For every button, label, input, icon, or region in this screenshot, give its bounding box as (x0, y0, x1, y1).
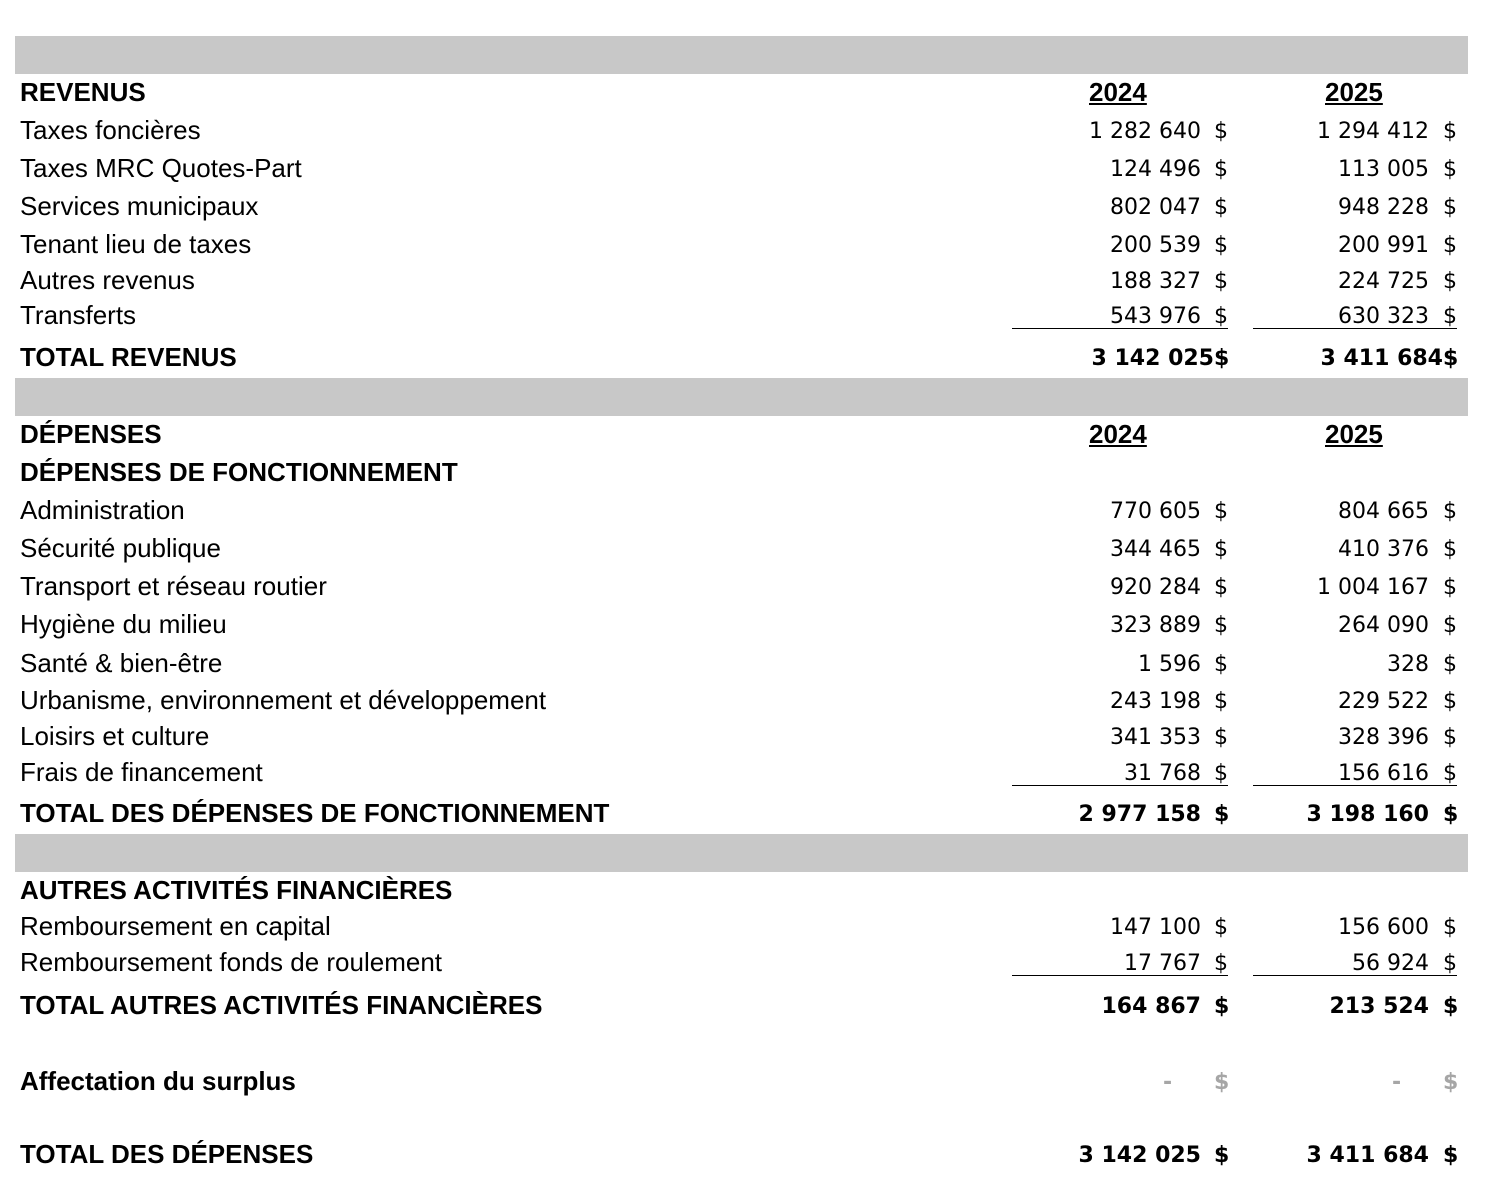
grand-total-label: TOTAL DES DÉPENSES (20, 1139, 314, 1169)
currency-symbol: $ (1443, 915, 1457, 940)
total-2025: 3 198 160 (1306, 802, 1429, 827)
depenses-subtitle: DÉPENSES DE FONCTIONNEMENT (20, 457, 458, 487)
currency-symbol: $ (1214, 195, 1228, 220)
value-2025: 1 294 412 (1317, 119, 1429, 144)
currency-symbol: $ (1443, 689, 1457, 714)
value-2024: 920 284 (1110, 575, 1201, 600)
subtotal-rule (1012, 975, 1228, 976)
row-label: Hygiène du milieu (20, 609, 227, 639)
row-label: Taxes MRC Quotes-Part (20, 153, 302, 183)
table-row (0, 609, 1490, 647)
row-label: Transferts (20, 300, 137, 330)
total-2024: 2 977 158 (1078, 802, 1201, 827)
row-label: Services municipaux (20, 191, 259, 221)
row-label: Remboursement en capital (20, 911, 331, 941)
row-label: Autres revenus (20, 265, 195, 295)
row-label: Urbanisme, environnement et développement (20, 685, 547, 715)
currency-symbol: $ (1214, 269, 1228, 294)
currency-symbol: $ (1214, 761, 1228, 786)
currency-symbol: $ (1214, 994, 1230, 1019)
table-row (0, 229, 1490, 267)
currency-symbol: $ (1443, 499, 1457, 524)
value-2024: 341 353 (1110, 725, 1201, 750)
value-2024: 124 496 (1110, 157, 1201, 182)
year-2024-header: 2024 (1089, 419, 1147, 449)
value-2024: 200 539 (1110, 233, 1201, 258)
section-band (15, 834, 1468, 872)
value-2024: 17 767 (1124, 951, 1201, 976)
table-row (0, 911, 1490, 949)
value-2025: 224 725 (1338, 269, 1429, 294)
currency-symbol: $ (1443, 951, 1457, 976)
currency-symbol: $ (1214, 499, 1228, 524)
currency-symbol: $ (1443, 575, 1457, 600)
currency-symbol: $ (1443, 1143, 1459, 1168)
subtotal-rule (1253, 975, 1457, 976)
row-label: Remboursement fonds de roulement (20, 947, 443, 977)
currency-symbol: $ (1443, 269, 1457, 294)
section-band (15, 36, 1468, 74)
row-label: Loisirs et culture (20, 721, 210, 751)
value-2024: 802 047 (1110, 195, 1201, 220)
currency-symbol: $ (1214, 575, 1228, 600)
revenus-header (0, 77, 1490, 115)
currency-symbol: $ (1214, 304, 1228, 329)
value-2025: 630 323 (1338, 304, 1429, 329)
grand-total-2025: 3 411 684 (1306, 1143, 1429, 1168)
value-2024: 188 327 (1110, 269, 1201, 294)
table-row (0, 300, 1490, 338)
year-2025-header: 2025 (1325, 77, 1383, 107)
row-label: Tenant lieu de taxes (20, 229, 252, 259)
value-2024: 770 605 (1110, 499, 1201, 524)
table-row (0, 757, 1490, 795)
value-2025: 156 600 (1338, 915, 1429, 940)
table-row (0, 191, 1490, 229)
currency-symbol: $ (1214, 119, 1228, 144)
total-label: TOTAL REVENUS (20, 342, 237, 372)
value-2025: 156 616 (1338, 761, 1429, 786)
depenses-header (0, 419, 1490, 457)
currency-symbol: $ (1214, 233, 1228, 258)
currency-symbol: $ (1214, 537, 1228, 562)
total-row (0, 798, 1490, 836)
value-2025: 56 924 (1352, 951, 1429, 976)
value-2024: 1 282 640 (1089, 119, 1201, 144)
total-2025: 213 524 (1329, 994, 1429, 1019)
currency-symbol: $ (1443, 652, 1457, 677)
value-2024: 344 465 (1110, 537, 1201, 562)
subtotal-rule (1253, 785, 1457, 786)
affectation-2024: - (1163, 1070, 1173, 1095)
currency-symbol: $ (1214, 802, 1230, 827)
currency-symbol: $ (1443, 802, 1459, 827)
currency-symbol: $ (1443, 346, 1459, 371)
value-2024: 147 100 (1110, 915, 1201, 940)
value-2025: 410 376 (1338, 537, 1429, 562)
subtotal-rule (1012, 785, 1228, 786)
grand-total-2024: 3 142 025 (1078, 1143, 1201, 1168)
row-label: Taxes foncières (20, 115, 201, 145)
table-row (0, 571, 1490, 609)
total-row (0, 990, 1490, 1028)
table-row (0, 265, 1490, 303)
grand-total-row (0, 1139, 1490, 1177)
value-2025: 328 (1387, 652, 1429, 677)
value-2024: 543 976 (1110, 304, 1201, 329)
table-row (0, 721, 1490, 759)
currency-symbol: $ (1443, 761, 1457, 786)
row-label: Frais de financement (20, 757, 263, 787)
value-2025: 948 228 (1338, 195, 1429, 220)
year-2024-header: 2024 (1089, 77, 1147, 107)
subtotal-rule (1253, 328, 1457, 329)
currency-symbol: $ (1214, 689, 1228, 714)
total-2024: 3 142 025 (1091, 346, 1214, 371)
row-label: Santé & bien-être (20, 648, 223, 678)
depenses-subtitle-row (0, 457, 1490, 495)
currency-symbol: $ (1443, 233, 1457, 258)
currency-symbol: $ (1443, 195, 1457, 220)
currency-symbol: $ (1214, 652, 1228, 677)
currency-symbol: $ (1443, 613, 1457, 638)
value-2025: 229 522 (1338, 689, 1429, 714)
affectation-label: Affectation du surplus (20, 1066, 296, 1096)
table-row (0, 153, 1490, 191)
value-2024: 31 768 (1124, 761, 1201, 786)
autres-title: AUTRES ACTIVITÉS FINANCIÈRES (20, 875, 453, 905)
total-label: TOTAL AUTRES ACTIVITÉS FINANCIÈRES (20, 990, 543, 1020)
total-2024: 164 867 (1101, 994, 1201, 1019)
value-2025: 328 396 (1338, 725, 1429, 750)
currency-symbol: $ (1443, 304, 1457, 329)
total-row (0, 342, 1490, 380)
currency-symbol: $ (1214, 1143, 1230, 1168)
currency-symbol: $ (1443, 157, 1457, 182)
row-label: Sécurité publique (20, 533, 221, 563)
value-2025: 264 090 (1338, 613, 1429, 638)
value-2025: 113 005 (1338, 157, 1429, 182)
currency-symbol: $ (1443, 725, 1457, 750)
table-row (0, 115, 1490, 153)
currency-symbol: $ (1214, 613, 1228, 638)
table-row (0, 648, 1490, 686)
value-2024: 323 889 (1110, 613, 1201, 638)
total-2025: 3 411 684 (1320, 346, 1443, 371)
revenus-title: REVENUS (20, 77, 146, 107)
value-2025: 804 665 (1338, 499, 1429, 524)
table-row (0, 947, 1490, 985)
affectation-2025: - (1392, 1070, 1402, 1095)
table-row (0, 685, 1490, 723)
value-2025: 1 004 167 (1317, 575, 1429, 600)
section-band (15, 378, 1468, 416)
value-2024: 1 596 (1138, 652, 1201, 677)
autres-header (0, 875, 1490, 913)
currency-symbol: $ (1214, 346, 1230, 371)
row-label: Transport et réseau routier (20, 571, 327, 601)
currency-symbol: $ (1443, 994, 1459, 1019)
currency-symbol: $ (1214, 157, 1228, 182)
currency-symbol: $ (1214, 725, 1228, 750)
row-label: Administration (20, 495, 185, 525)
depenses-title: DÉPENSES (20, 419, 162, 449)
currency-symbol: $ (1214, 915, 1228, 940)
table-row (0, 495, 1490, 533)
total-label: TOTAL DES DÉPENSES DE FONCTIONNEMENT (20, 798, 610, 828)
table-row (0, 533, 1490, 571)
currency-symbol: $ (1443, 537, 1457, 562)
currency-symbol: $ (1214, 1070, 1230, 1095)
year-2025-header: 2025 (1325, 419, 1383, 449)
currency-symbol: $ (1443, 119, 1457, 144)
subtotal-rule (1012, 328, 1228, 329)
currency-symbol: $ (1443, 1070, 1459, 1095)
currency-symbol: $ (1214, 951, 1228, 976)
affectation-row (0, 1066, 1490, 1104)
value-2025: 200 991 (1338, 233, 1429, 258)
value-2024: 243 198 (1110, 689, 1201, 714)
